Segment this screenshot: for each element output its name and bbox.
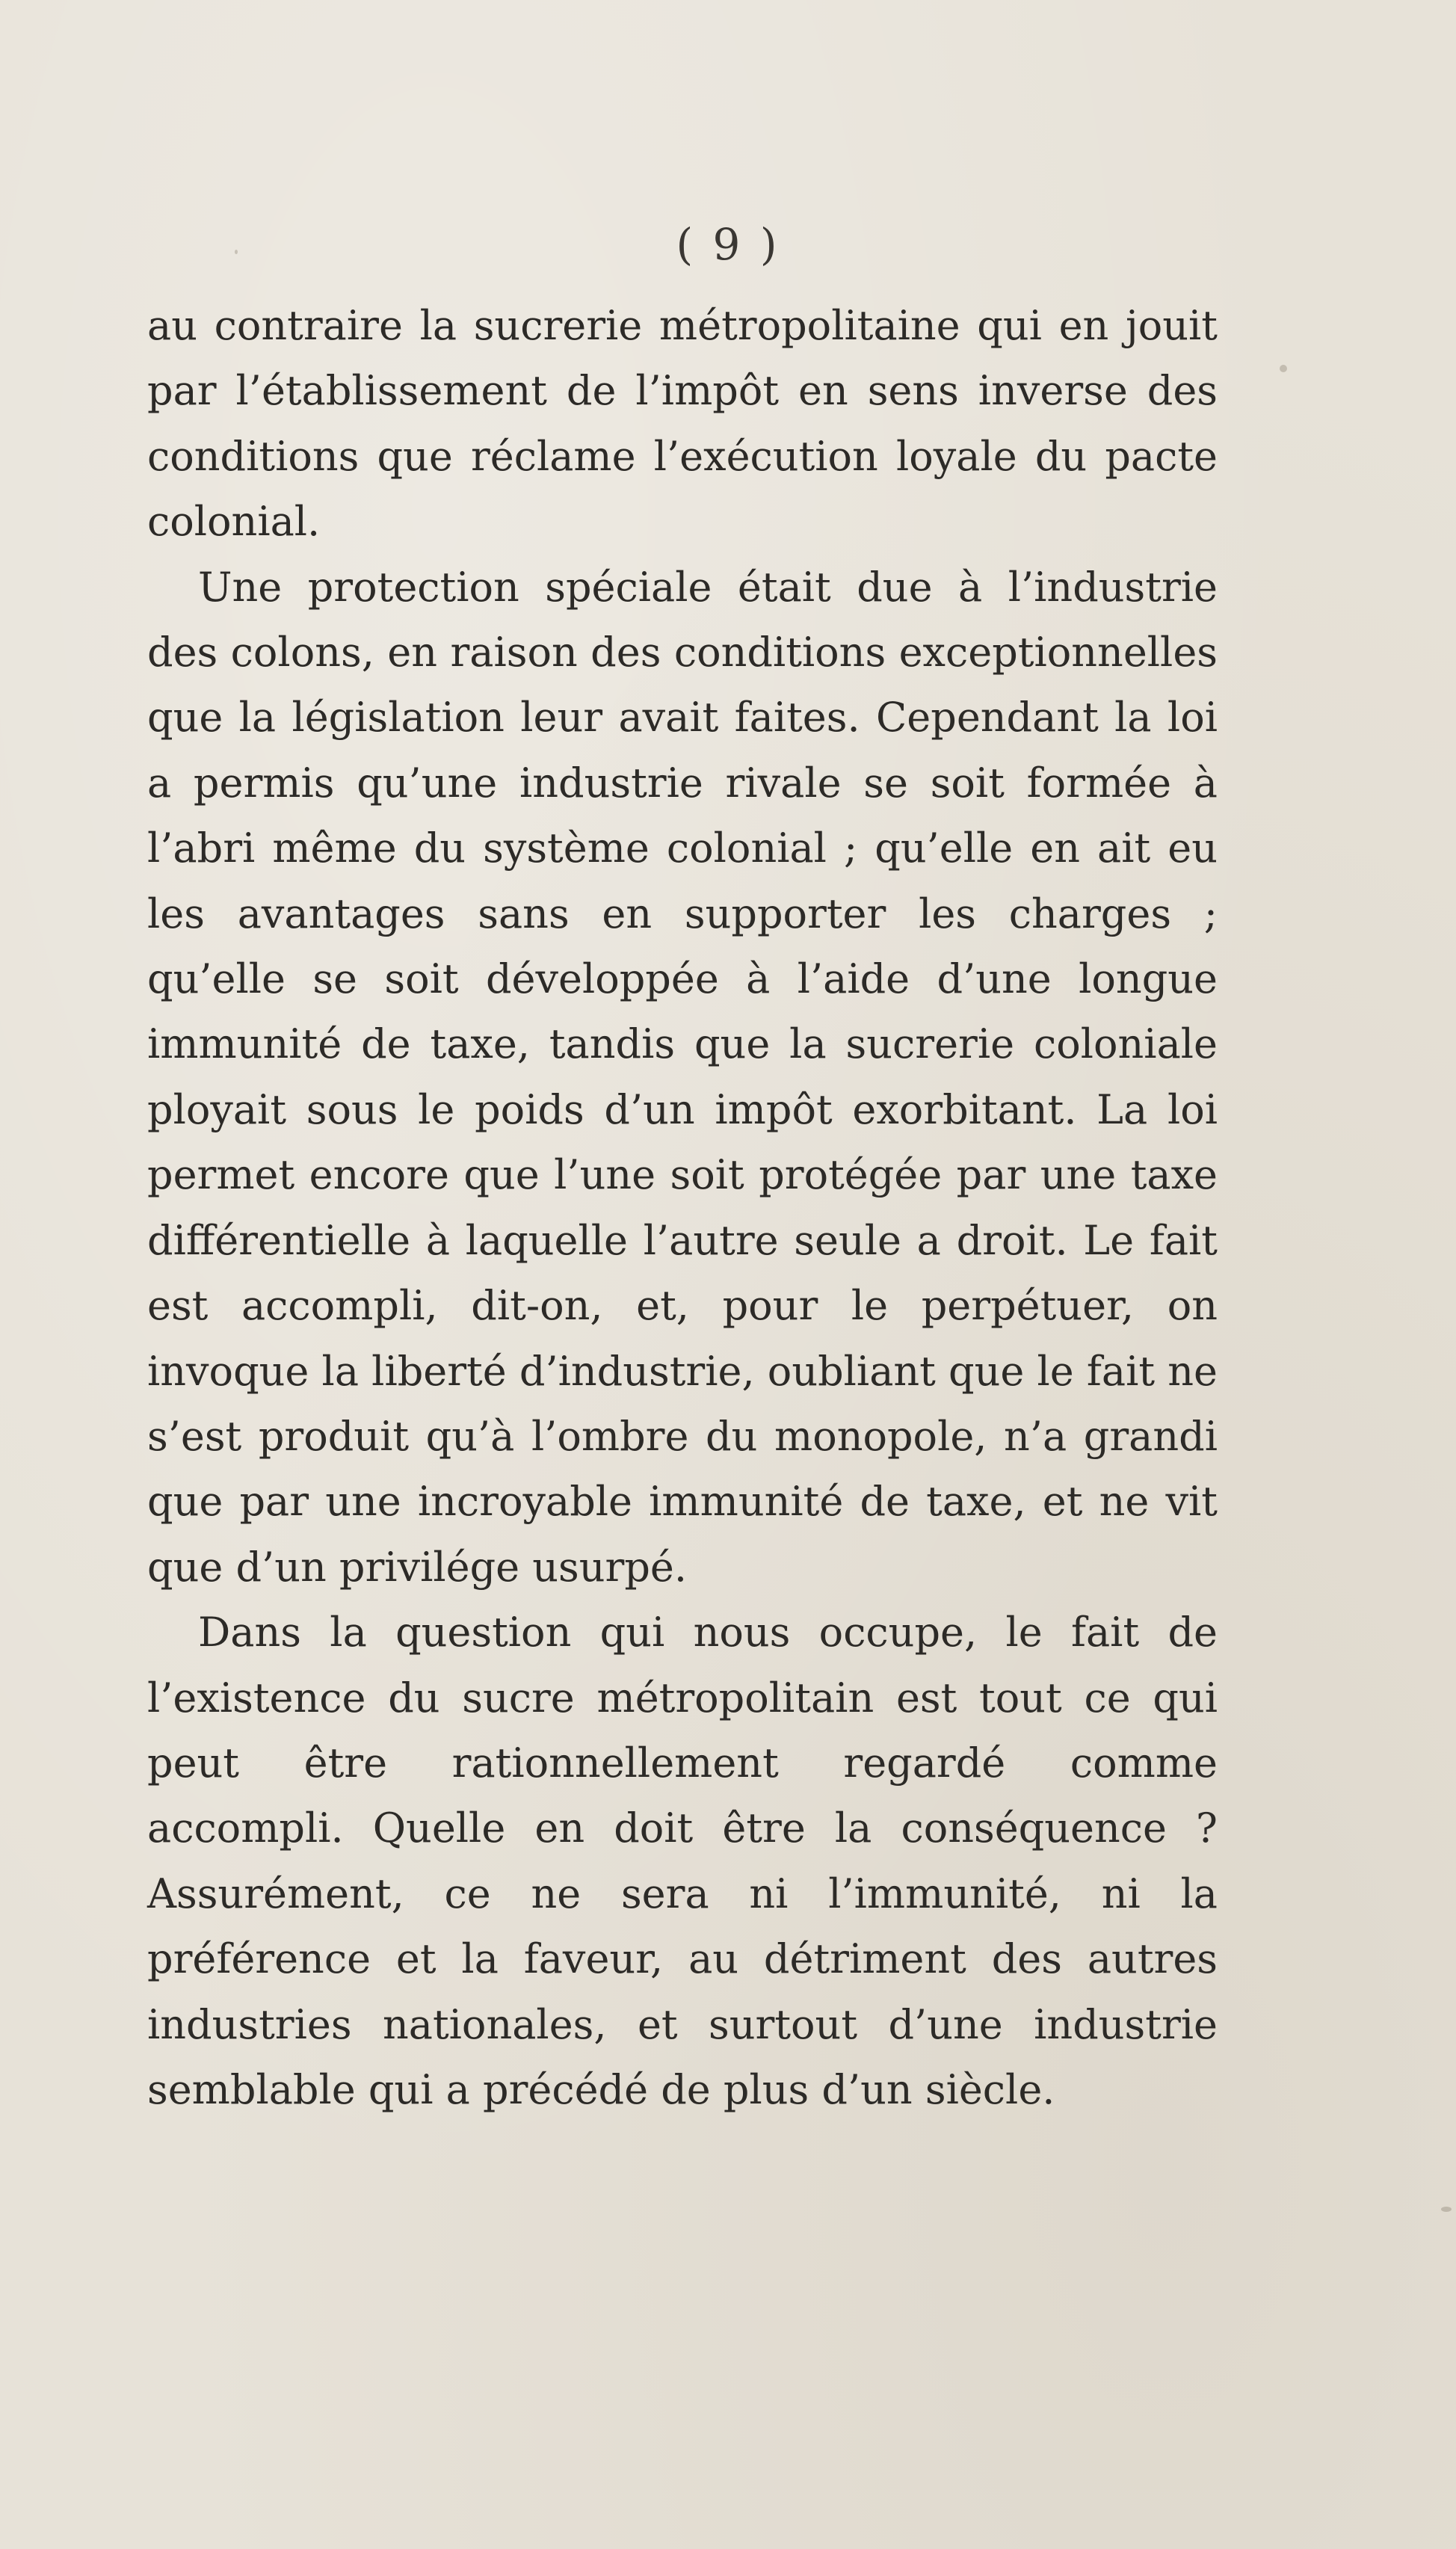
- paragraph-1: au contraire la sucrerie métropolitaine qui en jouit par l’établissement de l’impôt en sens inverse des conditions que réclame l’exécution loyale du pacte colonial.: [147, 302, 1218, 546]
- paragraph-2: Une protection spéciale était due à l’industrie des colons, en raison des conditions exceptionnelles que la législation leur avait faites. Cependant la loi a permis qu’une industrie rivale se soit formée à l’abri même du système colonial ; qu’elle en ait eu les avantages sans en supporter les charges ; qu’elle se soit développée à l’aide d’une longue immunité de taxe, tandis que la sucrerie coloniale ployait sous le poids d’un impôt exorbitant. La loi permet encore que l’une soit protégée par une taxe différentielle à laquelle l’autre seule a droit. Le fait est accompli, dit-on, et, pour le perpétuer, on invoque la liberté d’industrie, oubliant que le fait ne s’est produit qu’à l’ombre du monopole, n’a grandi que par une incroyable immunité de taxe, et ne vit que d’un privilége usurpé.: [147, 563, 1218, 1591]
- paper-speck: [235, 250, 238, 254]
- paper-speck: [1280, 365, 1287, 372]
- body-text: [147, 293, 1218, 2122]
- paper-speck: [1441, 2207, 1452, 2212]
- page-number: ( 9 ): [676, 219, 780, 270]
- paragraph-3: Dans la question qui nous occupe, le fait de l’existence du sucre métropolitain est tout ce qui peut être rationnellement regardé comme accompli. Quelle en doit être la conséquence ? Assurément, ce ne sera ni l’immunité, ni la préférence et la faveur, au détriment des autres industries nationales, et surtout d’une industrie semblable qui a précédé de plus d’un siècle.: [147, 1609, 1218, 2113]
